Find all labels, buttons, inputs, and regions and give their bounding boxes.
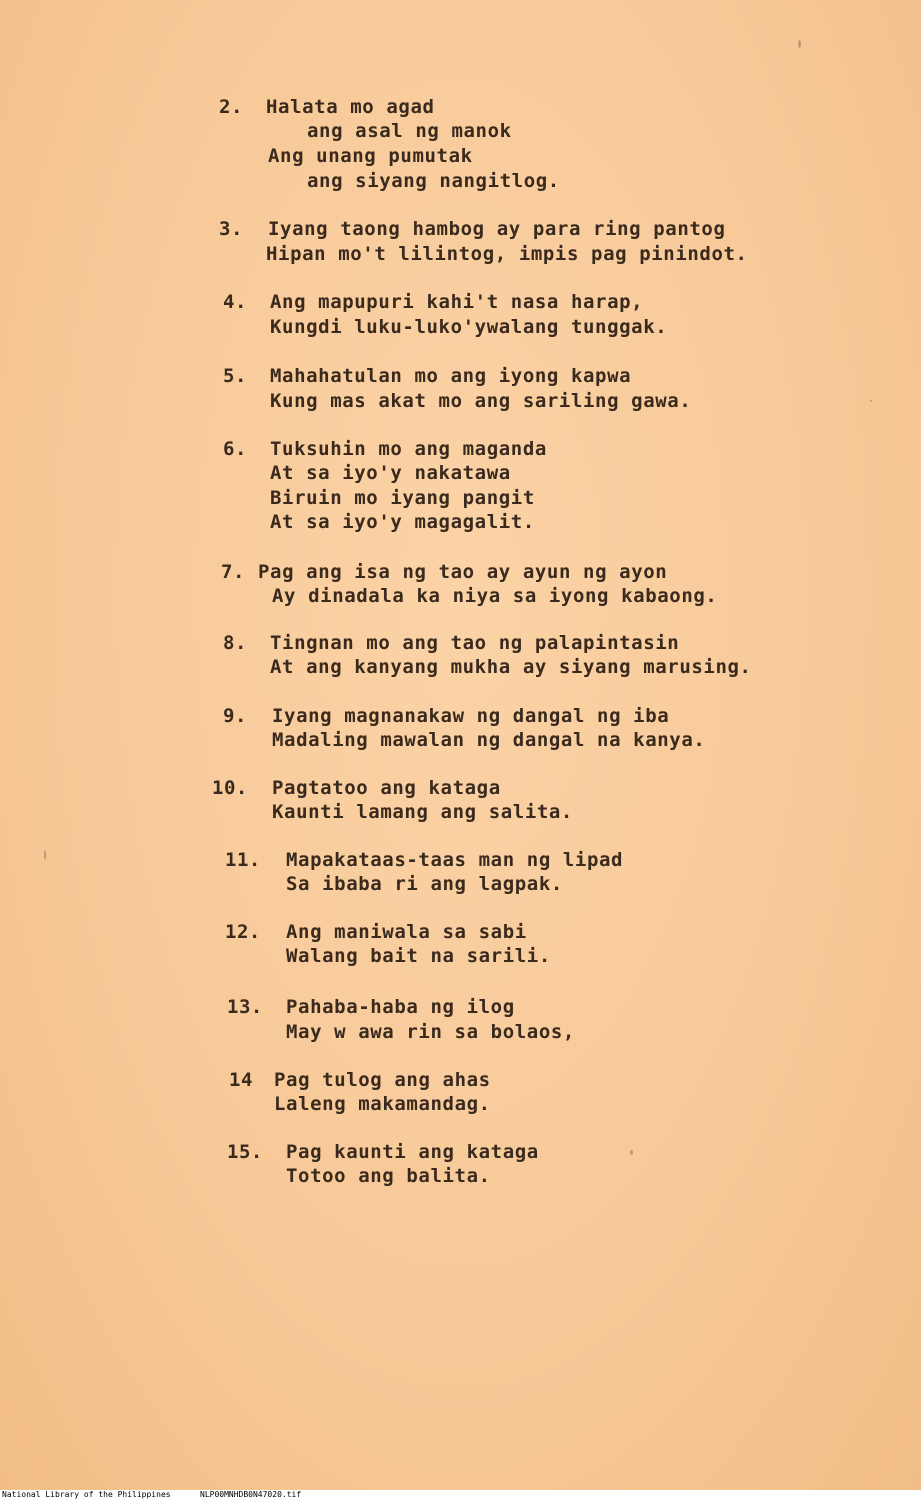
proverb-line: Laleng makamandag. xyxy=(274,1093,491,1115)
proverb-line: Kungdi luku-luko'ywalang tunggak. xyxy=(270,316,668,338)
proverb-line: Mahahatulan mo ang iyong kapwa xyxy=(270,365,632,387)
proverb-line: Pag tulog ang ahas xyxy=(274,1069,491,1091)
proverb-line: Biruin mo iyang pangit xyxy=(270,487,535,509)
proverb-line: Tingnan mo ang tao ng palapintasin xyxy=(270,632,680,654)
proverb-number: 6. xyxy=(223,438,247,460)
proverb-line: Pagtatoo ang kataga xyxy=(272,777,501,799)
proverb-number: 14 xyxy=(229,1069,253,1091)
proverb-line: May w awa rin sa bolaos, xyxy=(286,1021,575,1043)
proverb-line: At sa iyo'y nakatawa xyxy=(270,462,511,484)
proverb-line: Ay dinadala ka niya sa iyong kabaong. xyxy=(272,585,718,607)
proverb-line: Iyang taong hambog ay para ring pantog xyxy=(268,218,726,240)
proverb-line: Madaling mawalan ng dangal na kanya. xyxy=(272,729,706,751)
proverb-number: 9. xyxy=(223,705,247,727)
proverb-line: Pag kaunti ang kataga xyxy=(286,1141,539,1163)
proverb-number: 7. xyxy=(221,561,245,583)
proverb-number: 10. xyxy=(212,777,248,799)
proverb-line: Pahaba-haba ng ilog xyxy=(286,996,515,1018)
proverb-number: 5. xyxy=(223,365,247,387)
proverb-number: 3. xyxy=(219,218,243,240)
proverb-line: Ang unang pumutak xyxy=(268,145,473,167)
proverb-line: Hipan mo't lilintog, impis pag pinindot. xyxy=(266,243,748,265)
proverb-line: Sa ibaba ri ang lagpak. xyxy=(286,873,563,895)
scan-footer xyxy=(0,1490,921,1500)
proverb-number: 11. xyxy=(225,849,261,871)
proverb-line: Tuksuhin mo ang maganda xyxy=(270,438,547,460)
proverb-line: Pag ang isa ng tao ay ayun ng ayon xyxy=(258,561,668,583)
proverb-line: Kung mas akat mo ang sariling gawa. xyxy=(270,390,692,412)
footer-filename: NLP00MNHDB0N47020.tif xyxy=(200,1490,302,1499)
proverb-line: ang asal ng manok xyxy=(307,120,512,142)
proverb-line: Halata mo agad xyxy=(266,96,435,118)
proverb-number: 2. xyxy=(219,96,243,118)
proverb-line: At sa iyo'y magagalit. xyxy=(270,511,535,533)
proverb-number: 8. xyxy=(223,632,247,654)
proverb-number: 4. xyxy=(223,291,247,313)
proverb-line: ang siyang nangitlog. xyxy=(307,170,560,192)
footer-institution: National Library of the Philippines xyxy=(2,1490,171,1499)
proverb-number: 13. xyxy=(227,996,263,1018)
proverb-line: Iyang magnanakaw ng dangal ng iba xyxy=(272,705,670,727)
proverb-line: Ang maniwala sa sabi xyxy=(286,921,527,943)
proverb-number: 12. xyxy=(225,921,261,943)
proverb-line: Kaunti lamang ang salita. xyxy=(272,801,573,823)
proverb-line: Walang bait na sarili. xyxy=(286,945,551,967)
proverb-number: 15. xyxy=(227,1141,263,1163)
proverb-line: Totoo ang balita. xyxy=(286,1165,491,1187)
proverb-line: Ang mapupuri kahi't nasa harap, xyxy=(270,291,644,313)
proverb-line: Mapakataas-taas man ng lipad xyxy=(286,849,624,871)
proverb-line: At ang kanyang mukha ay siyang marusing. xyxy=(270,656,752,678)
